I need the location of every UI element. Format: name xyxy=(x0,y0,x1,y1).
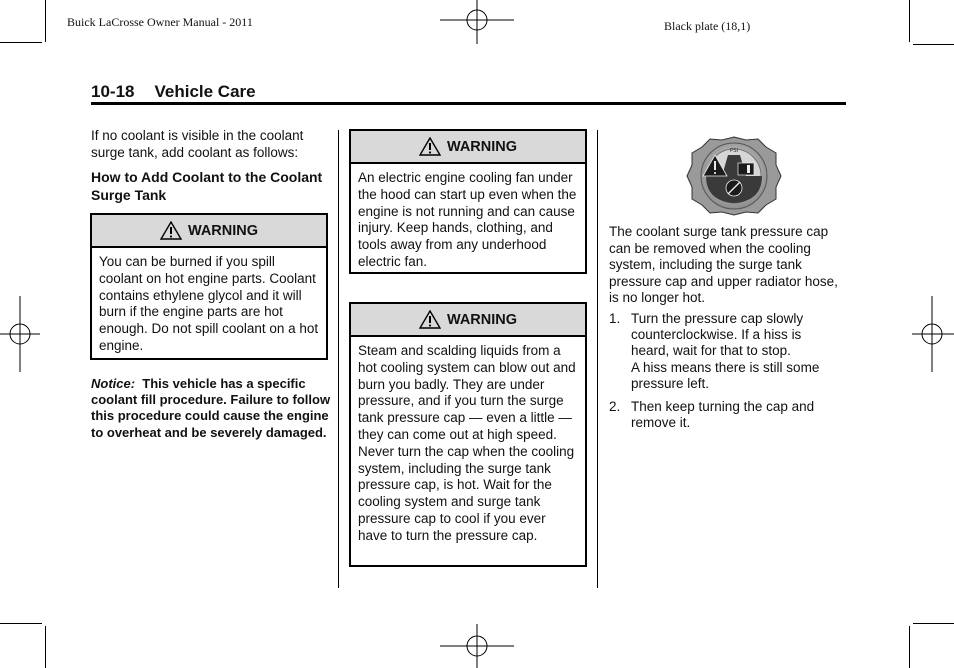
warning-header xyxy=(92,215,326,248)
registration-mark-icon xyxy=(0,296,40,372)
crop-mark xyxy=(45,0,46,42)
column-divider xyxy=(338,130,339,588)
warning-box-steam xyxy=(349,302,587,567)
list-item xyxy=(609,399,841,431)
plate-label: Black plate (18,1) xyxy=(664,19,751,33)
warning-label: WARNING xyxy=(446,311,518,328)
warning-text: You can be burned if you spill coolant on hot engine parts. Coolant contains ethylene glycol and it will burn if the engine parts are hot enough. Do not spill coolant on a hot engine. xyxy=(99,254,319,353)
cap-paragraph: The coolant surge tank pressure cap can be removed when the cooling system, including the surge tank pressure cap and upper radiator hose, is no longer hot. xyxy=(609,224,838,305)
steps-list xyxy=(609,311,841,438)
section-number: 10-18 xyxy=(91,82,135,101)
warning-header xyxy=(351,304,585,337)
notice-label: Notice: xyxy=(91,376,136,391)
warning-box-fan xyxy=(349,129,587,274)
warning-label: WARNING xyxy=(187,222,259,239)
crop-mark xyxy=(45,626,46,668)
crop-mark xyxy=(0,42,42,43)
step-number: 1. xyxy=(609,311,621,326)
step-text: Then keep turning the cap and remove it. xyxy=(631,399,815,431)
crop-mark xyxy=(913,623,954,624)
warning-triangle-icon xyxy=(419,310,441,329)
step-extra: A hiss means there is still some pressure left. xyxy=(631,359,820,391)
warning-label: WARNING xyxy=(446,138,518,155)
registration-mark-icon xyxy=(912,296,954,372)
intro-text: If no coolant is visible in the coolant surge tank, add coolant as follows: xyxy=(91,128,304,160)
registration-mark-icon xyxy=(440,624,514,668)
step-number: 2. xyxy=(609,399,621,415)
manual-title: Buick LaCrosse Owner Manual - 2011 xyxy=(67,15,253,29)
list-item xyxy=(609,311,841,392)
section-heading xyxy=(91,82,256,102)
warning-text: An electric engine cooling fan under the hood can start up even when the engine is not running and can cause injury. Keep hands, clothing, and tools away from any underhood electric fan. xyxy=(358,170,577,269)
notice-block xyxy=(91,376,331,441)
crop-mark xyxy=(0,623,42,624)
crop-mark xyxy=(913,44,954,45)
warning-box-burn xyxy=(90,213,328,360)
warning-header xyxy=(351,131,585,164)
warning-text: Steam and scalding liquids from a hot cooling system can blow out and burn you badly. They are under pressure, and if you turn the surge tank pressure cap — even a little — they can come out at high speed. Never turn the cap when the cooling system, including the surge tank pressure cap, is hot. Wait for the cooling system and surge tank pressure cap to cool if you ever have to turn the pressure cap. xyxy=(358,343,576,543)
warning-triangle-icon xyxy=(160,221,182,240)
registration-mark-icon xyxy=(440,0,514,44)
pressure-cap-icon xyxy=(686,135,782,217)
step-text: Turn the pressure cap slowly counterclockwise. If a hiss is heard, wait for that to stop. xyxy=(631,311,804,359)
header-rule xyxy=(91,102,846,105)
column-divider xyxy=(597,130,598,588)
cap-psi-label: PSI xyxy=(729,148,739,154)
section-title: Vehicle Care xyxy=(154,82,256,101)
subheading: How to Add Coolant to the Coolant Surge Tank xyxy=(91,169,323,203)
crop-mark xyxy=(909,0,910,42)
warning-triangle-icon xyxy=(419,137,441,156)
notice-text: This vehicle has a specific coolant fill procedure. Failure to follow this procedure could cause the engine to overheat and be severely damaged. xyxy=(91,376,331,440)
crop-mark xyxy=(909,626,910,668)
